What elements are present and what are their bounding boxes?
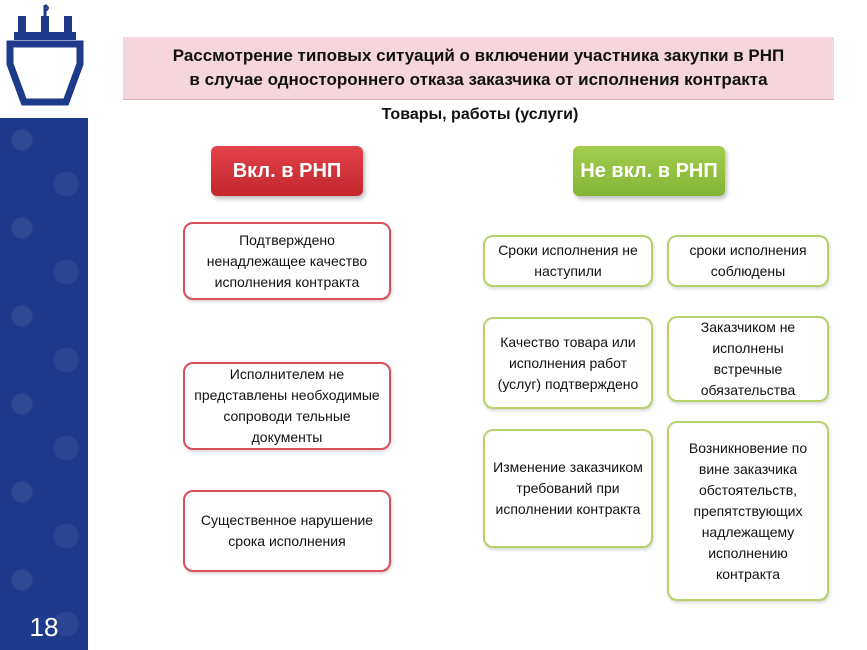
not-included-item-3: Качество товара или исполнения работ (услуг) подтверждено bbox=[483, 317, 653, 409]
logo-icon bbox=[4, 2, 86, 112]
not-included-item-5: Изменение заказчиком требований при исполнении контракта bbox=[483, 429, 653, 548]
title-banner bbox=[123, 37, 834, 100]
sidebar-band bbox=[0, 118, 88, 650]
not-included-item-4: Заказчиком не исполнены встречные обязательства bbox=[667, 316, 829, 402]
included-item-3: Существенное нарушение срока исполнения bbox=[183, 490, 391, 572]
not-included-item-6: Возникновение по вине заказчика обстоятельств, препятствующих надлежащему исполнению контракта bbox=[667, 421, 829, 601]
not-included-item-2: сроки исполнения соблюдены bbox=[667, 235, 829, 287]
title-line-1: Рассмотрение типовых ситуаций о включении участника закупки в РНП bbox=[172, 46, 785, 65]
included-item-2: Исполнителем не представлены необходимые сопроводи тельные документы bbox=[183, 362, 391, 450]
not-included-item-1: Сроки исполнения не наступили bbox=[483, 235, 653, 287]
not-included-header: Не вкл. в РНП bbox=[573, 146, 725, 196]
page-number: 18 bbox=[29, 612, 59, 642]
included-header: Вкл. в РНП bbox=[211, 146, 363, 196]
title-line-2: в случае одностороннего отказа заказчика от исполнения контракта bbox=[189, 70, 768, 89]
included-item-1: Подтверждено ненадлежащее качество исполнения контракта bbox=[183, 222, 391, 300]
subtitle: Товары, работы (услуги) bbox=[381, 106, 579, 123]
